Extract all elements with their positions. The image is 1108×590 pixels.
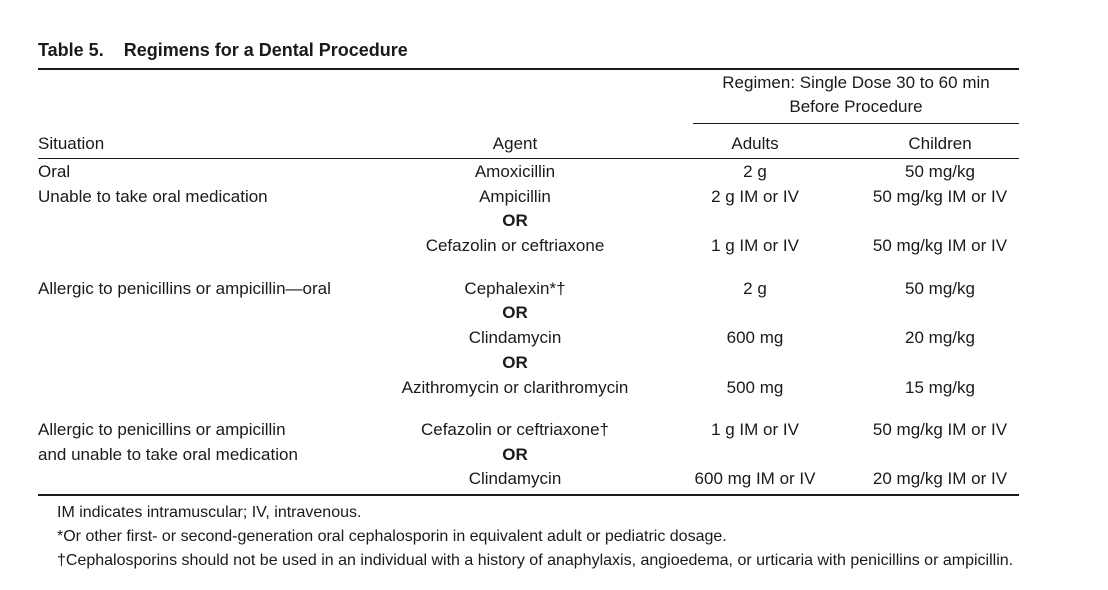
cell-children: 20 mg/kg (905, 328, 975, 347)
bottom-rule (38, 494, 1019, 496)
cell-situation: Unable to take oral medication (38, 187, 268, 206)
or-separator: OR (502, 445, 528, 464)
table-title (38, 40, 408, 61)
cell-adults: 600 mg (726, 328, 784, 347)
table-number: Table 5. (38, 40, 104, 60)
column-header-children: Children (908, 134, 972, 153)
footnote-dagger: †Cephalosporins should not be used in an individual with a history of anaphylaxis, angioedema, or urticaria with penicillins or ampicillin. (57, 552, 1014, 569)
cell-children: 15 mg/kg (905, 378, 975, 397)
cell-adults: 1 g IM or IV (711, 420, 799, 439)
cell-adults: 2 g (743, 162, 767, 181)
cell-situation: Oral (38, 162, 71, 181)
or-separator: OR (502, 353, 528, 372)
cell-children: 50 mg/kg (905, 162, 975, 181)
cell-agent: Cefazolin or ceftriaxone† (420, 420, 610, 439)
cell-adults: 600 mg IM or IV (694, 469, 816, 488)
cell-agent: Amoxicillin (474, 162, 556, 181)
cell-children: 50 mg/kg IM or IV (872, 420, 1008, 439)
table-title-text: Regimens for a Dental Procedure (123, 40, 408, 60)
column-header-situation: Situation (38, 134, 105, 153)
cell-adults: 2 g (743, 279, 767, 298)
cell-adults: 2 g IM or IV (711, 187, 799, 206)
footnote-abbreviations: IM indicates intramuscular; IV, intravenous. (57, 504, 362, 521)
cell-agent: Azithromycin or clarithromycin (401, 378, 629, 397)
cell-situation: Allergic to penicillins or ampicillin—oral (38, 279, 331, 298)
cell-agent: Cefazolin or ceftriaxone (425, 236, 605, 255)
cell-adults: 500 mg (726, 378, 784, 397)
regimen-header-line1: Regimen: Single Dose 30 to 60 min (722, 73, 990, 92)
cell-agent: Clindamycin (468, 469, 562, 488)
cell-children: 50 mg/kg IM or IV (872, 187, 1008, 206)
cell-agent: Ampicillin (479, 187, 551, 206)
or-separator: OR (502, 211, 528, 230)
cell-situation-continued: and unable to take oral medication (38, 445, 298, 464)
cell-agent: Cephalexin*† (464, 279, 566, 298)
or-separator: OR (502, 303, 528, 322)
regimen-header-rule (693, 123, 1019, 124)
cell-children: 50 mg/kg (905, 279, 975, 298)
cell-children: 50 mg/kg IM or IV (872, 236, 1008, 255)
regimen-header-line2: Before Procedure (789, 97, 923, 116)
cell-agent: Clindamycin (468, 328, 562, 347)
column-header-adults: Adults (731, 134, 779, 153)
cell-children: 20 mg/kg IM or IV (872, 469, 1008, 488)
footnote-asterisk: *Or other first- or second-generation oral cephalosporin in equivalent adult or pediatric dosage. (57, 528, 727, 545)
cell-situation: Allergic to penicillins or ampicillin (38, 420, 286, 439)
cell-adults: 1 g IM or IV (711, 236, 799, 255)
column-header-agent: Agent (492, 134, 538, 153)
top-rule (38, 68, 1019, 70)
header-rule (38, 158, 1019, 159)
